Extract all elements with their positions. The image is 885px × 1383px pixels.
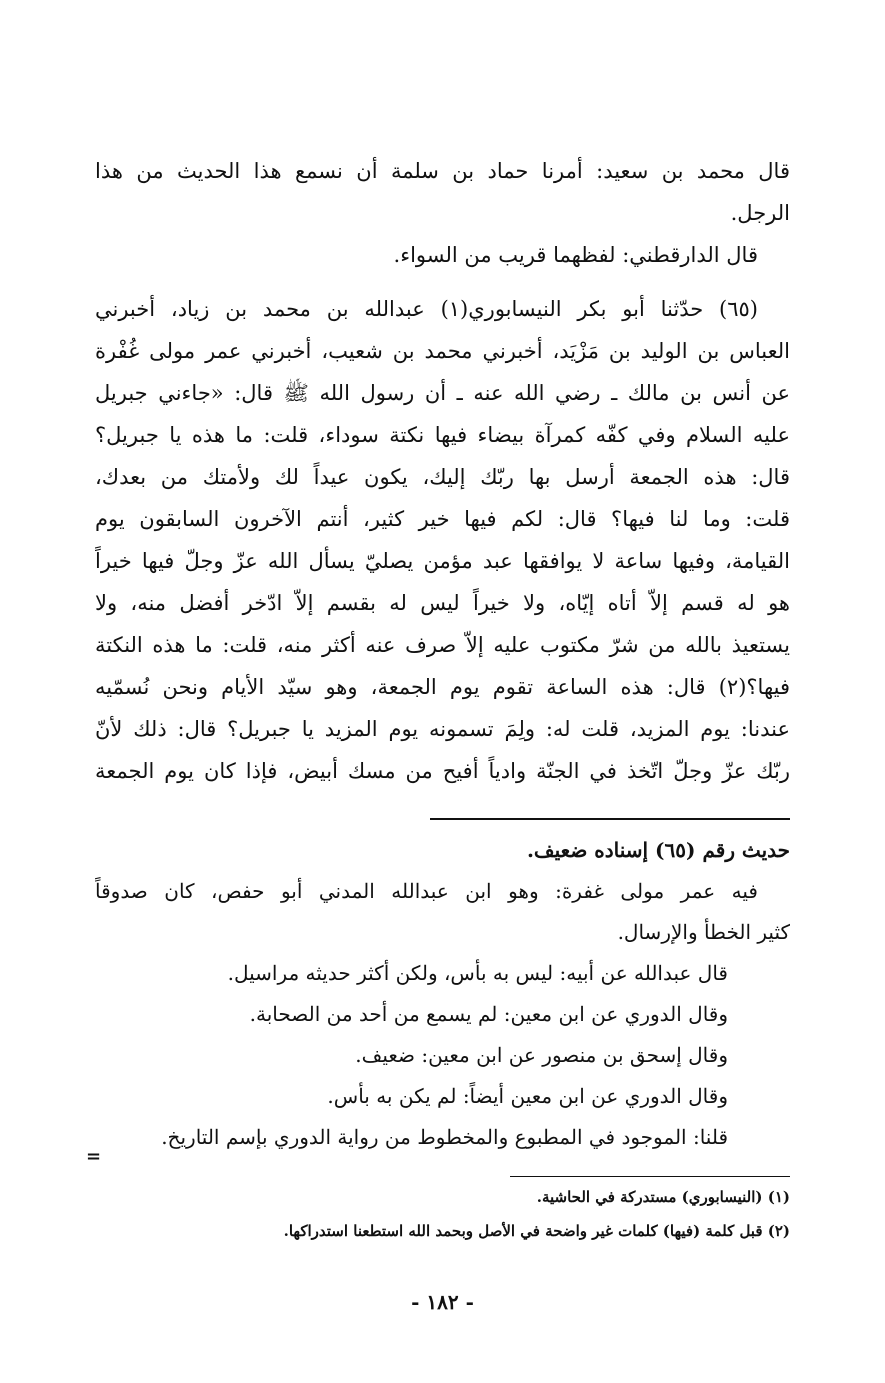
hadith-line: ربّك عزّ وجلّ اتّخذ في الجنّة وادياً أفيح من مسك أبيض، فإذا كان يوم الجمعة (95, 759, 790, 783)
hadith-line: هو له قسم إلاّ أتاه إيّاه، ولا خيراً ليس له بقسم إلاّ ادّخر أفضل منه، ولا (95, 591, 790, 615)
hadith-line: يستعيذ بالله من شرّ مكتوب عليه إلاّ صرف عنه أكثر منه، قلت: ما هذه النكتة (95, 633, 790, 657)
commentary-separator (430, 818, 790, 820)
intro-paragraph (95, 150, 790, 276)
narrator-line: فيه عمر مولى غفرة: وهو ابن عبدالله المدني أبو حفص، كان صدوقاً (95, 879, 758, 903)
quote-line: وقال الدوري عن ابن معين: لم يسمع من أحد من الصحابة. (249, 1002, 728, 1026)
hadith-line: قال: هذه الجمعة أرسل بها ربّك إليك، يكون عيداً لك ولأمتك من بعدك، (95, 465, 790, 489)
commentary (95, 830, 790, 1158)
hadith-line: عليه السلام وفي كفّه كمرآة بيضاء فيها نكتة سوداء، قلت: ما هذه يا جبريل؟ (95, 423, 790, 447)
hadith-line: قلت: وما لنا فيها؟ قال: لكم فيها خير كثير، أنتم الآخرون السابقون يوم (95, 507, 790, 531)
hadith-line: عندنا: يوم المزيد، قلت له: ولِمَ تسمونه يوم المزيد يا جبريل؟ قال: ذلك لأنّ (95, 717, 790, 741)
narrator-line: كثير الخطأ والإرسال. (617, 920, 790, 944)
footnotes (95, 1180, 790, 1248)
commentary-heading: حديث رقم (٦٥) إسناده ضعيف. (526, 838, 790, 862)
footnote: (٢) قبل كلمة (فيها) كلمات غير واضحة في الأصل وبحمد الله استطعنا استدراكها. (283, 1222, 790, 1240)
intro-line: قال محمد بن سعيد: أمرنا حماد بن سلمة أن نسمع هذا الحديث من هذا (95, 159, 790, 183)
hadith-line: القيامة، وفيها ساعة لا يوافقها عبد مؤمن يصليّ يسأل الله عزّ وجلّ فيها خيراً (95, 549, 790, 573)
hadith-65-text (95, 288, 790, 792)
quote-line: وقال إسحق بن منصور عن ابن معين: ضعيف. (355, 1043, 728, 1067)
daraqutni-line: قال الدارقطني: لفظهما قريب من السواء. (393, 243, 758, 267)
hadith-line: عن أنس بن مالك ـ رضي الله عنه ـ أن رسول الله ﷺ قال: «جاءني جبريل (95, 381, 790, 405)
footnote: (١) (النيسابوري) مستدركة في الحاشية. (536, 1188, 790, 1206)
hadith-line: (٦٥) حدّثنا أبو بكر النيسابوري(١) عبدالله بن محمد بن زياد، أخبرني (95, 297, 758, 321)
hadith-line: فيها؟(٢) قال: هذه الساعة تقوم يوم الجمعة، وهو سيّد الأيام ونحن نُسمّيه (95, 675, 790, 699)
continuation-mark: = (86, 1146, 102, 1167)
quote-line: وقال الدوري عن ابن معين أيضاً: لم يكن به بأس. (327, 1084, 728, 1108)
quote-line: قلنا: الموجود في المطبوع والمخطوط من رواية الدوري بإسم التاريخ. (161, 1125, 728, 1149)
hadith-line: العباس بن الوليد بن مَزْيَد، أخبرني محمد بن شعيب، أخبرني عمر مولى غُفْرة (95, 339, 790, 363)
footnote-separator (510, 1176, 790, 1177)
quote-line: قال عبدالله عن أبيه: ليس به بأس، ولكن أكثر حديثه مراسيل. (227, 961, 728, 985)
page-number: - ١٨٢ - (411, 1290, 474, 1314)
intro-line: الرجل. (730, 201, 790, 225)
